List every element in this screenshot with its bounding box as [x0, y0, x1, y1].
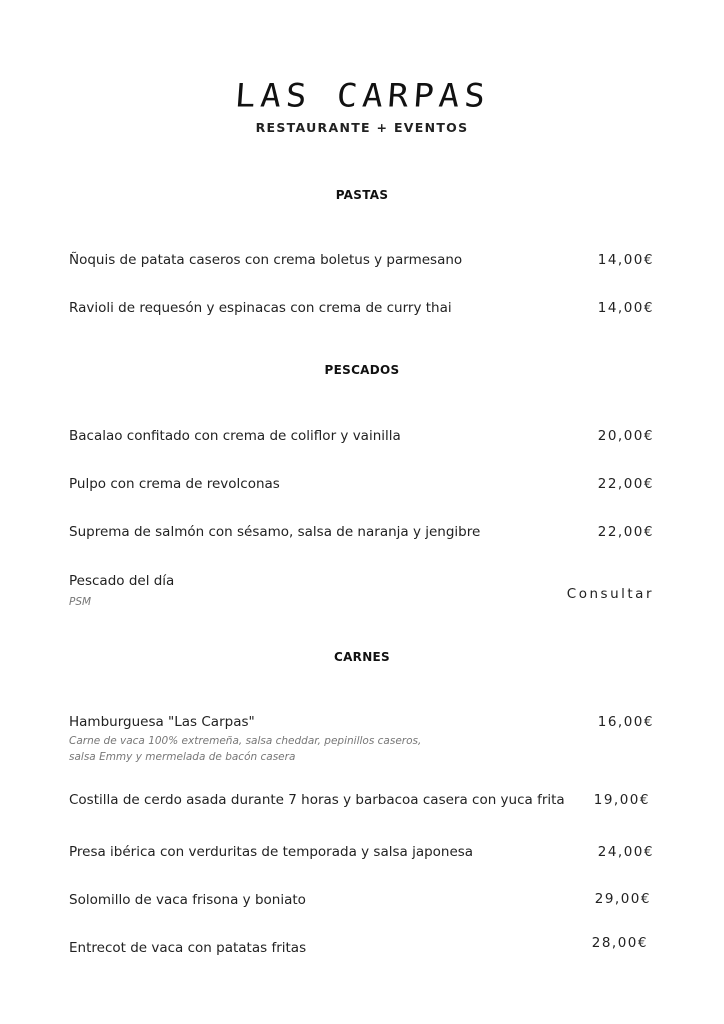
- menu-item: [69, 427, 655, 445]
- section-title-pescados: PESCADOS: [324, 363, 400, 377]
- item-price: 14,00€: [597, 300, 654, 316]
- restaurant-logo: [0, 76, 724, 135]
- menu-item: [69, 791, 655, 809]
- item-name: Ravioli de requesón y espinacas con crema de curry thai: [69, 300, 452, 316]
- menu-item: [69, 523, 655, 541]
- item-name: Pulpo con crema de revolconas: [69, 476, 280, 492]
- item-name: Bacalao confitado con crema de coliflor y vainilla: [69, 428, 401, 444]
- item-price: 24,00€: [597, 844, 654, 860]
- menu-item: [69, 891, 655, 909]
- item-price: 29,00€: [594, 891, 651, 907]
- menu-item: [69, 299, 655, 317]
- logo-subtitle: RESTAURANTE + EVENTOS: [255, 120, 469, 135]
- menu-item: [69, 251, 655, 269]
- item-name: Pescado del día: [69, 573, 175, 589]
- logo-text: LAS CARPAS: [233, 77, 491, 115]
- item-price: 20,00€: [597, 428, 654, 444]
- menu-item: [69, 843, 655, 861]
- item-price: 28,00€: [591, 935, 648, 951]
- menu-item: [69, 939, 655, 957]
- item-name: Ñoquis de patata caseros con crema boletus y parmesano: [69, 252, 463, 268]
- item-name: Costilla de cerdo asada durante 7 horas y barbacoa casera con yuca frita: [69, 792, 565, 808]
- item-description: salsa Emmy y mermelada de bacón casera: [69, 751, 296, 763]
- item-description: PSM: [69, 596, 92, 608]
- item-price: 22,00€: [597, 524, 654, 540]
- item-name: Suprema de salmón con sésamo, salsa de naranja y jengibre: [69, 524, 481, 540]
- menu-item: [69, 475, 655, 493]
- item-price: Consultar: [566, 586, 654, 602]
- menu-item: [69, 713, 655, 765]
- item-description: Carne de vaca 100% extremeña, salsa cheddar, pepinillos caseros,: [69, 735, 422, 747]
- item-price: 16,00€: [597, 714, 654, 730]
- section-title-pastas: PASTAS: [335, 188, 389, 202]
- item-name: Presa ibérica con verduritas de temporada y salsa japonesa: [69, 844, 474, 860]
- item-price: 19,00€: [593, 792, 650, 808]
- item-price: 22,00€: [597, 476, 654, 492]
- item-name: Hamburguesa "Las Carpas": [69, 714, 255, 730]
- item-name: Entrecot de vaca con patatas fritas: [69, 940, 307, 956]
- item-price: 14,00€: [597, 252, 654, 268]
- section-title-carnes: CARNES: [333, 650, 391, 664]
- item-name: Solomillo de vaca frisona y boniato: [69, 892, 306, 908]
